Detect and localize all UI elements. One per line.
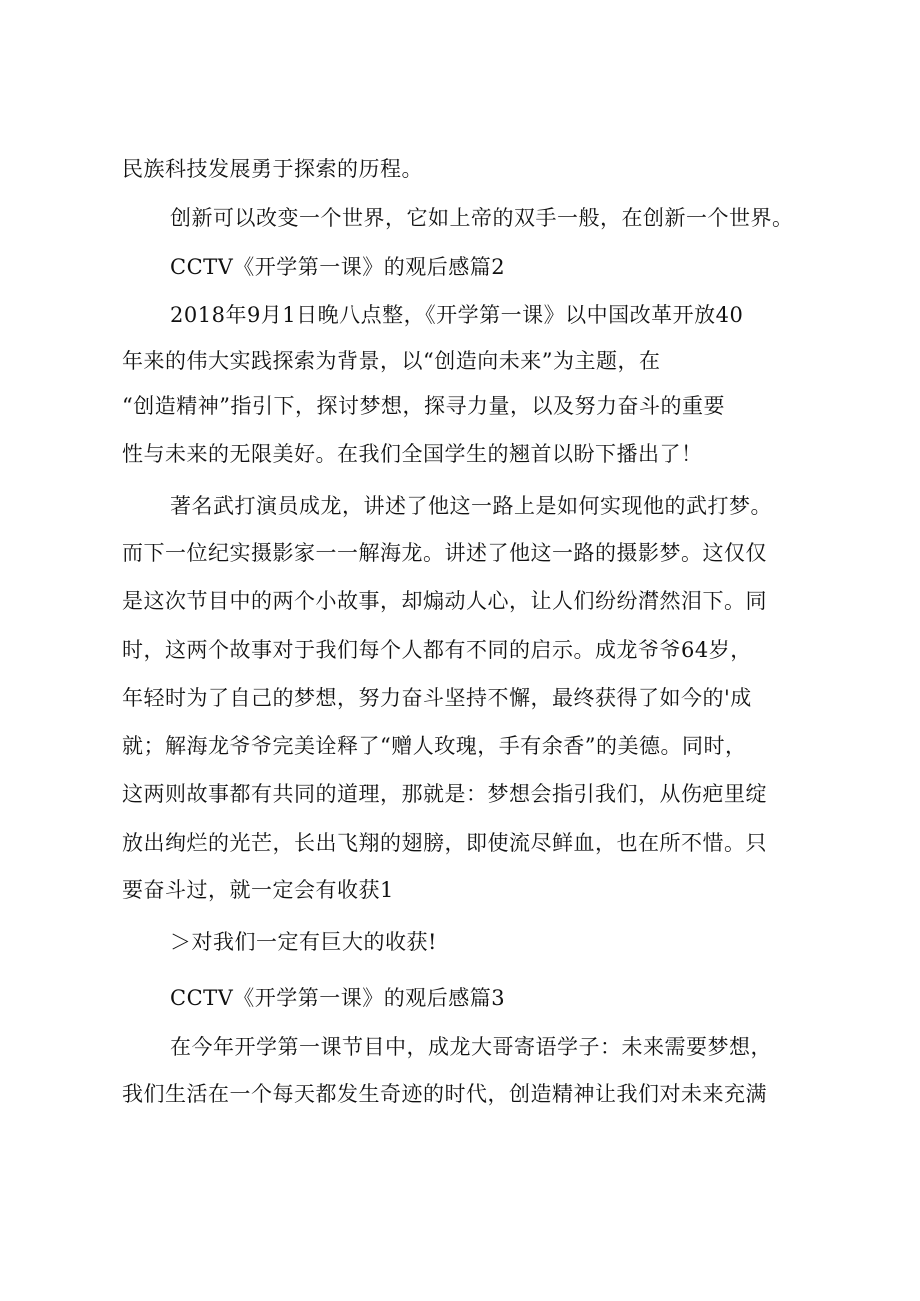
paragraph-line-1: 民族科技发展勇于探索的历程。 [122,157,423,181]
paragraph-line-11: 时，这两个故事对于我们每个人都有不同的启示。成龙爷爷64岁， [122,638,752,662]
paragraph-line-20: 我们生活在一个每天都发生奇迹的时代，创造精神让我们对未来充满 [122,1082,767,1106]
paragraph-line-19: 在今年开学第一课节目中，成龙大哥寄语学子：未来需要梦想， [170,1035,772,1059]
paragraph-line-13: 就；解海龙爷爷完美诠释了“赠人玫瑰，手有余香”的美德。同时， [122,734,747,758]
paragraph-line-12: 年轻时为了自己的梦想，努力奋斗坚持不懈，最终获得了如今的'成 [122,686,752,710]
paragraph-line-7: 性与未来的无限美好。在我们全国学生的翘首以盼下播出了！ [122,442,703,466]
paragraph-line-15: 放出绚烂的光芒，长出飞翔的翅膀，即使流尽鲜血，也在所不惜。只 [122,831,767,855]
paragraph-line-10: 是这次节目中的两个小故事，却煽动人心，让人们纷纷潸然泪下。同 [122,589,767,613]
paragraph-line-17: ＞对我们一定有巨大的收获! [170,930,437,954]
paragraph-line-2: 创新可以改变一个世界，它如上帝的双手一般，在创新一个世界。 [170,206,794,230]
section-heading-3: CCTV《开学第一课》的观后感篇3 [170,986,506,1010]
paragraph-line-16: 要奋斗过，就一定会有收获1 [122,878,394,902]
paragraph-line-8: 著名武打演员成龙，讲述了他这一路上是如何实现他的武打梦。 [170,494,772,518]
paragraph-line-6: “创造精神”指引下，探讨梦想，探寻力量，以及努力奋斗的重要 [122,394,725,418]
paragraph-line-4: 2018年9月1日晚八点整，《开学第一课》以中国改革开放40 [170,303,744,327]
paragraph-line-5: 年来的伟大实践探索为背景，以“创造向未来”为主题，在 [122,349,661,373]
paragraph-line-9: 而下一位纪实摄影家一一解海龙。讲述了他这一路的摄影梦。这仅仅 [122,541,767,565]
section-heading-2: CCTV《开学第一课》的观后感篇2 [170,255,506,279]
paragraph-line-14: 这两则故事都有共同的道理，那就是：梦想会指引我们，从伤疤里绽 [122,782,767,806]
